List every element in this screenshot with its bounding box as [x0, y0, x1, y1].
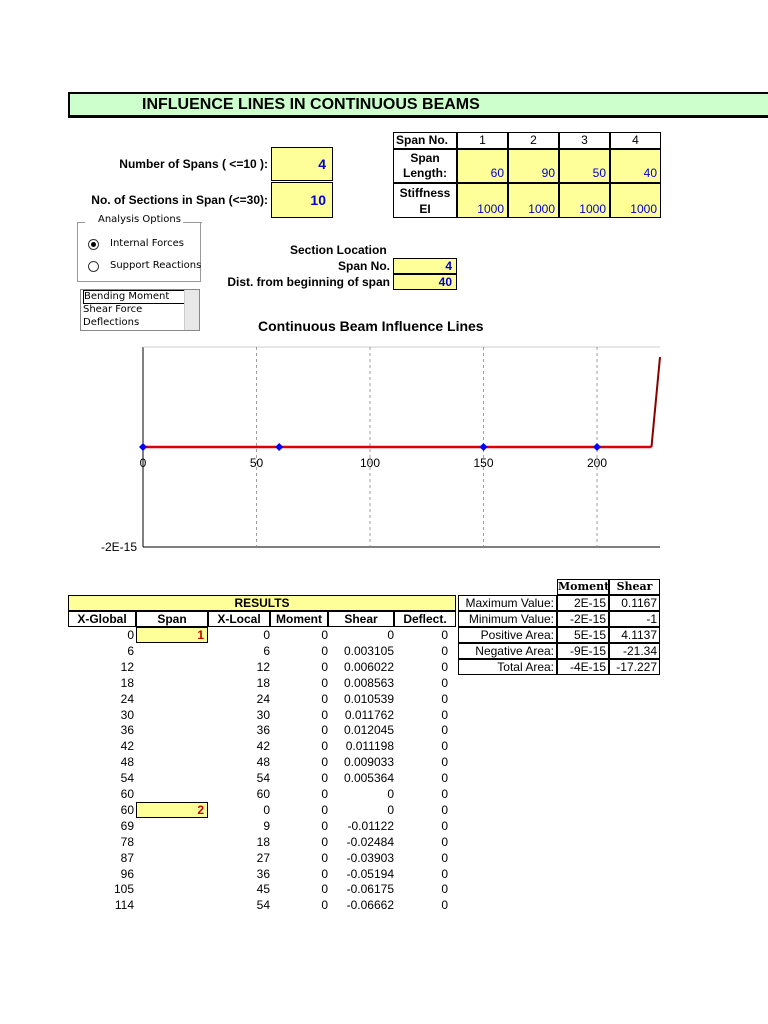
- summary-shear-value: 0.1167: [609, 595, 660, 611]
- table-cell-d: 0: [441, 850, 448, 865]
- x-tick-label: 0: [139, 456, 147, 470]
- table-cell-m: 0: [321, 755, 328, 770]
- table-cell-xl: 12: [256, 659, 270, 674]
- table-cell-d: 0: [441, 834, 448, 849]
- table-cell-xl: 42: [256, 739, 270, 754]
- table-cell-m: 0: [321, 771, 328, 786]
- stiffness-label-line2: EI: [419, 202, 431, 216]
- x-tick-label: 50: [249, 456, 264, 470]
- span-length-input[interactable]: 50: [559, 149, 610, 183]
- summary-moment-value: 5E-15: [557, 627, 609, 643]
- table-cell-xl: 27: [256, 850, 270, 865]
- section-span-label: Span No.: [337, 259, 390, 273]
- table-cell-m: 0: [321, 882, 328, 897]
- table-cell-span: [136, 691, 208, 707]
- table-cell-span: [136, 850, 208, 866]
- summary-moment-value: -2E-15: [557, 611, 609, 627]
- table-cell-d: 0: [441, 787, 448, 801]
- deflect-header: Deflect.: [394, 611, 456, 627]
- table-cell-xl: 60: [256, 787, 270, 801]
- span-length-label-line1: Span: [410, 151, 440, 165]
- span-no-header: Span No.: [393, 132, 457, 149]
- x-tick-label: 100: [359, 456, 381, 470]
- table-cell-xl: 9: [263, 818, 270, 833]
- table-cell-span: [136, 643, 208, 659]
- table-cell-xl: 0: [263, 802, 270, 817]
- table-cell-span: [136, 866, 208, 882]
- table-cell-v: -0.01122: [347, 818, 394, 833]
- table-cell-m: 0: [321, 659, 328, 674]
- x-tick-label: 200: [586, 456, 608, 470]
- table-cell-span: [136, 675, 208, 691]
- table-cell-v: 0: [387, 802, 394, 817]
- summary-shear-header: Shear: [609, 579, 660, 595]
- listbox-item-deflections[interactable]: Deflections: [83, 317, 140, 328]
- results-title: RESULTS: [68, 595, 456, 611]
- table-cell-d: 0: [441, 707, 448, 722]
- listbox-item-bending-moment[interactable]: Bending Moment: [83, 290, 185, 304]
- table-cell-xg: 12: [120, 659, 134, 674]
- support-marker: [139, 443, 147, 451]
- section-span-input[interactable]: 4: [393, 258, 457, 274]
- table-cell-d: 0: [441, 675, 448, 690]
- table-cell-span: [136, 707, 208, 723]
- span-length-input[interactable]: 40: [610, 149, 661, 183]
- table-cell-d: 0: [441, 691, 448, 706]
- table-cell-xg: 96: [120, 866, 134, 881]
- table-cell-m: 0: [321, 866, 328, 881]
- table-cell-v: 0: [387, 628, 394, 642]
- table-cell-xg: 60: [120, 802, 134, 817]
- table-cell-span: [136, 754, 208, 770]
- support-reactions-label[interactable]: Support Reactions: [110, 260, 202, 271]
- table-cell-m: 0: [321, 850, 328, 865]
- table-cell-v: 0.011762: [344, 707, 394, 722]
- table-cell-xg: 78: [120, 834, 134, 849]
- span-length-input[interactable]: 90: [508, 149, 559, 183]
- stiffness-label-line1: Stiffness: [399, 186, 451, 200]
- table-cell-m: 0: [321, 802, 328, 817]
- table-cell-xl: 6: [263, 643, 270, 658]
- table-cell-xg: 30: [120, 707, 134, 722]
- y-tick-label: -2E-15: [100, 540, 137, 554]
- table-cell-xg: 0: [127, 628, 134, 642]
- span-header: Span: [136, 611, 208, 627]
- table-cell-v: 0.005364: [343, 771, 394, 786]
- summary-shear-value: -17.227: [609, 659, 660, 675]
- support-marker: [275, 443, 283, 451]
- table-cell-xg: 114: [114, 898, 134, 913]
- table-cell-xg: 54: [120, 771, 134, 786]
- table-cell-xl: 54: [256, 898, 270, 913]
- table-cell-d: 0: [441, 802, 448, 817]
- internal-forces-label[interactable]: Internal Forces: [110, 238, 184, 249]
- table-cell-d: 0: [441, 818, 448, 833]
- table-cell-v: -0.06175: [346, 882, 394, 897]
- table-cell-v: 0: [387, 787, 394, 801]
- section-location-heading: Section Location: [290, 243, 387, 257]
- table-cell-span: [136, 834, 208, 850]
- table-cell-v: -0.06662: [346, 898, 394, 913]
- summary-shear-value: -1: [609, 611, 660, 627]
- section-dist-input[interactable]: 40: [393, 274, 457, 290]
- summary-shear-value: 4.1137: [609, 627, 660, 643]
- num-spans-input[interactable]: 4: [271, 147, 333, 181]
- summary-moment-value: 2E-15: [557, 595, 609, 611]
- table-cell-v: -0.02484: [346, 834, 394, 849]
- stiffness-input[interactable]: 1000: [610, 183, 661, 218]
- table-cell-v: 0.011198: [345, 739, 394, 754]
- table-cell-m: 0: [321, 739, 328, 754]
- table-cell-m: 0: [321, 898, 328, 913]
- section-dist-label: Dist. from beginning of span: [227, 275, 390, 289]
- table-cell-v: -0.03903: [346, 850, 394, 865]
- table-cell-xg: 105: [113, 882, 134, 897]
- stiffness-input[interactable]: 1000: [559, 183, 610, 218]
- summary-row-label: Minimum Value:: [458, 611, 557, 627]
- table-cell-xg: 36: [120, 723, 134, 738]
- table-cell-d: 0: [441, 643, 448, 658]
- shear-header: Shear: [328, 611, 394, 627]
- span-number: 3: [559, 132, 610, 149]
- chart-title: Continuous Beam Influence Lines: [258, 318, 484, 334]
- x-tick-label: 150: [473, 456, 494, 470]
- listbox-item-shear-force[interactable]: Shear Force: [83, 304, 143, 315]
- table-cell-xg: 18: [120, 675, 134, 690]
- table-cell-m: 0: [321, 787, 328, 801]
- table-cell-v: 0.010539: [343, 691, 394, 706]
- table-cell-m: 0: [321, 628, 328, 642]
- table-cell-d: 0: [441, 882, 448, 897]
- summary-shear-value: -21.34: [609, 643, 660, 659]
- num-spans-label: Number of Spans ( <=10 ):: [119, 157, 268, 171]
- table-cell-m: 0: [321, 834, 328, 849]
- table-cell-xl: 36: [256, 866, 270, 881]
- table-cell-xl: 18: [256, 834, 270, 849]
- table-cell-xg: 6: [127, 643, 134, 658]
- x-local-header: X-Local: [208, 611, 270, 627]
- table-cell-d: 0: [441, 659, 448, 674]
- table-cell-xl: 0: [263, 628, 270, 642]
- table-cell-span[interactable]: 1: [136, 627, 208, 643]
- stiffness-input[interactable]: 1000: [508, 183, 559, 218]
- table-cell-span: [136, 881, 208, 897]
- table-cell-m: 0: [321, 643, 328, 658]
- moment-header: Moment: [270, 611, 328, 627]
- table-cell-xg: 60: [120, 787, 134, 801]
- span-number: 2: [508, 132, 559, 149]
- summary-moment-header: Moment: [558, 580, 610, 593]
- table-cell-d: 0: [441, 739, 448, 754]
- x-global-header: X-Global: [68, 611, 136, 627]
- table-cell-span[interactable]: 2: [136, 802, 208, 818]
- table-cell-xg: 69: [120, 818, 134, 833]
- summary-row-label: Positive Area:: [458, 627, 557, 643]
- num-sections-label: No. of Sections in Span (<=30):: [91, 193, 268, 207]
- span-number: 1: [457, 132, 508, 149]
- support-marker: [593, 443, 601, 451]
- span-length-label-line2: Length:: [403, 166, 447, 180]
- table-cell-xg: 87: [120, 850, 134, 865]
- table-cell-span: [136, 897, 208, 913]
- table-cell-xl: 36: [256, 723, 270, 738]
- table-cell-d: 0: [441, 723, 448, 738]
- support-marker: [480, 443, 488, 451]
- analysis-options-label: Analysis Options: [98, 214, 181, 225]
- span-length-input[interactable]: 60: [457, 149, 508, 183]
- table-cell-xl: 18: [256, 675, 270, 690]
- table-cell-span: [136, 659, 208, 675]
- num-sections-input[interactable]: 10: [271, 182, 333, 218]
- table-cell-xl: 45: [256, 882, 270, 897]
- table-cell-v: -0.05194: [346, 866, 394, 881]
- summary-row-label: Negative Area:: [458, 643, 557, 659]
- span-number: 4: [610, 132, 661, 149]
- summary-row-label: Total Area:: [458, 659, 557, 675]
- table-cell-span: [136, 738, 208, 754]
- table-cell-span: [136, 786, 208, 802]
- summary-moment-value: -9E-15: [557, 643, 609, 659]
- table-cell-d: 0: [441, 628, 448, 642]
- table-cell-span: [136, 722, 208, 738]
- table-cell-v: 0.003105: [343, 643, 394, 658]
- summary-row-label: Maximum Value:: [458, 595, 557, 611]
- table-cell-xg: 42: [120, 739, 134, 754]
- table-cell-d: 0: [441, 898, 448, 913]
- table-cell-d: 0: [441, 755, 448, 770]
- table-cell-d: 0: [441, 866, 448, 881]
- table-cell-xl: 30: [256, 707, 270, 722]
- table-cell-m: 0: [321, 723, 328, 738]
- table-cell-v: 0.008563: [343, 675, 394, 690]
- page-title: INFLUENCE LINES IN CONTINUOUS BEAMS: [142, 96, 480, 113]
- table-cell-xl: 24: [256, 691, 270, 706]
- table-cell-v: 0.009033: [343, 755, 394, 770]
- table-cell-xl: 54: [256, 771, 270, 786]
- table-cell-v: 0.006022: [343, 659, 394, 674]
- table-cell-xl: 48: [256, 755, 270, 770]
- table-cell-m: 0: [321, 707, 328, 722]
- influence-line-tail: [651, 357, 660, 447]
- table-cell-xg: 24: [120, 691, 134, 706]
- table-cell-xg: 48: [120, 755, 134, 770]
- table-cell-span: [136, 770, 208, 786]
- table-cell-m: 0: [321, 691, 328, 706]
- summary-moment-value: -4E-15: [557, 659, 609, 675]
- table-cell-d: 0: [441, 771, 448, 786]
- stiffness-input[interactable]: 1000: [457, 183, 508, 218]
- table-cell-m: 0: [321, 675, 328, 690]
- table-cell-span: [136, 818, 208, 834]
- table-cell-v: 0.012045: [343, 723, 394, 738]
- table-cell-m: 0: [321, 818, 328, 833]
